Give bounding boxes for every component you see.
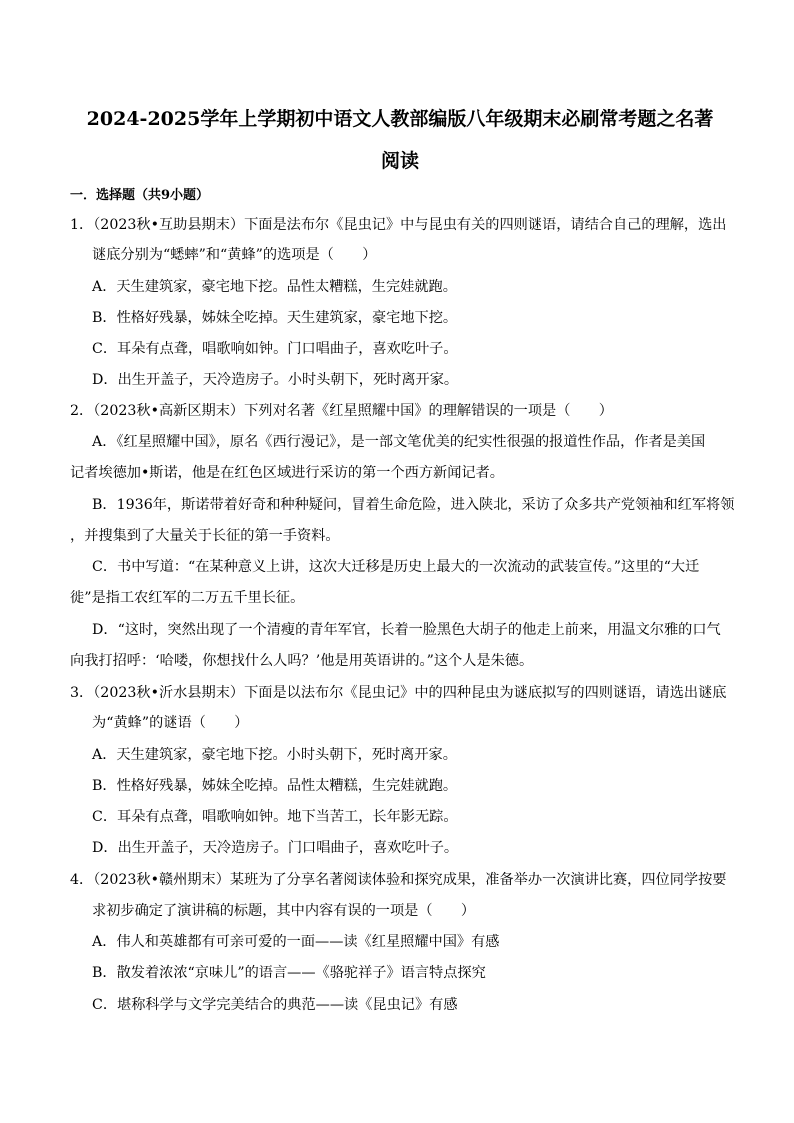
question-4-option-a: A．伟人和英雄都有可亲可爱的一面——读《红星照耀中国》有感 bbox=[92, 934, 500, 950]
question-2-option-d: D．“这时，突然出现了一个清瘦的青年军官，长着一脸黑色大胡子的他走上前来，用温文尔雅的口气 bbox=[92, 622, 721, 638]
question-2-stem: 2．（2023秋•高新区期末）下列对名著《红星照耀中国》的理解错误的一项是（ ） bbox=[70, 403, 613, 419]
question-1-option-d: D．出生开盖子，天冷造房子。小时头朝下，死时离开家。 bbox=[92, 372, 459, 388]
question-1-stem: 1．（2023秋•互助县期末）下面是法布尔《昆虫记》中与昆虫有关的四则谜语，请结合自己的理解，选出 bbox=[70, 217, 727, 233]
question-4-option-c: C．堪称科学与文学完美结合的典范——读《昆虫记》有感 bbox=[92, 997, 458, 1013]
document-title-line2: 阅读 bbox=[380, 150, 419, 172]
question-1-stem-cont: 谜底分别为“蟋蟀”和“黄蜂”的选项是（ ） bbox=[92, 247, 377, 263]
question-4-option-b: B．散发着浓浓“京味儿”的语言——《骆驼祥子》语言特点探究 bbox=[92, 965, 486, 981]
question-2-option-a-cont: 记者埃德加•斯诺，他是在红色区域进行采访的第一个西方新闻记者。 bbox=[70, 465, 504, 481]
question-1-option-b: B．性格好残暴，姊妹全吃掉。天生建筑家，豪宅地下挖。 bbox=[92, 310, 458, 326]
question-2-option-b: B．1936年，斯诺带着好奇和种种疑问，冒着生命危险，进入陕北，采访了众多共产党领袖和红军将领 bbox=[92, 497, 735, 513]
question-3-option-c: C．耳朵有点聋，唱歌响如钟。地下当苦工，长年影无踪。 bbox=[92, 809, 458, 825]
question-3-stem: 3．（2023秋•沂水县期末）下面是以法布尔《昆虫记》中的四种昆虫为谜底拟写的四则谜语，请选出谜底 bbox=[70, 685, 727, 701]
question-3-option-a: A．天生建筑家，豪宅地下挖。小时头朝下，死时离开家。 bbox=[92, 747, 457, 763]
document-title-line1: 2024-2025学年上学期初中语文人教部编版八年级期末必刷常考题之名著 bbox=[86, 108, 714, 130]
question-1-option-c: C．耳朵有点聋，唱歌响如钟。门口唱曲子，喜欢吃叶子。 bbox=[92, 341, 458, 357]
question-2-option-b-cont: ，并搜集到了大量关于长征的第一手资料。 bbox=[70, 528, 340, 544]
question-4-stem: 4．（2023秋•赣州期末）某班为了分享名著阅读体验和探究成果，准备举办一次演讲比赛，四位同学按要 bbox=[70, 872, 727, 888]
question-2-option-d-cont: 向我打招呼：‘哈喽，你想找什么人吗？’他是用英语讲的。”这个人是朱德。 bbox=[70, 653, 534, 669]
question-4-stem-cont: 求初步确定了演讲稿的标题，其中内容有误的一项是（ ） bbox=[92, 903, 476, 919]
question-2-option-a: A．《红星照耀中国》，原名《西行漫记》，是一部文笔优美的纪实性很强的报道性作品，作者是美国 bbox=[92, 434, 706, 450]
question-3-stem-cont: 为“黄蜂”的谜语（ ） bbox=[92, 715, 249, 731]
question-1-option-a: A．天生建筑家，豪宅地下挖。品性太糟糕，生完娃就跑。 bbox=[92, 279, 457, 295]
question-3-option-d: D．出生开盖子，天冷造房子。门口唱曲子，喜欢吃叶子。 bbox=[92, 840, 459, 856]
question-3-option-b: B．性格好残暴，姊妹全吃掉。品性太糟糕，生完娃就跑。 bbox=[92, 778, 458, 794]
section-heading: 一．选择题（共9小题） bbox=[70, 188, 210, 203]
question-2-option-c: C．书中写道：“在某种意义上讲，这次大迁移是历史上最大的一次流动的武装宣传。”这里的“大迁 bbox=[92, 559, 700, 575]
question-2-option-c-cont: 徙”是指工农红军的二万五千里长征。 bbox=[70, 590, 305, 606]
